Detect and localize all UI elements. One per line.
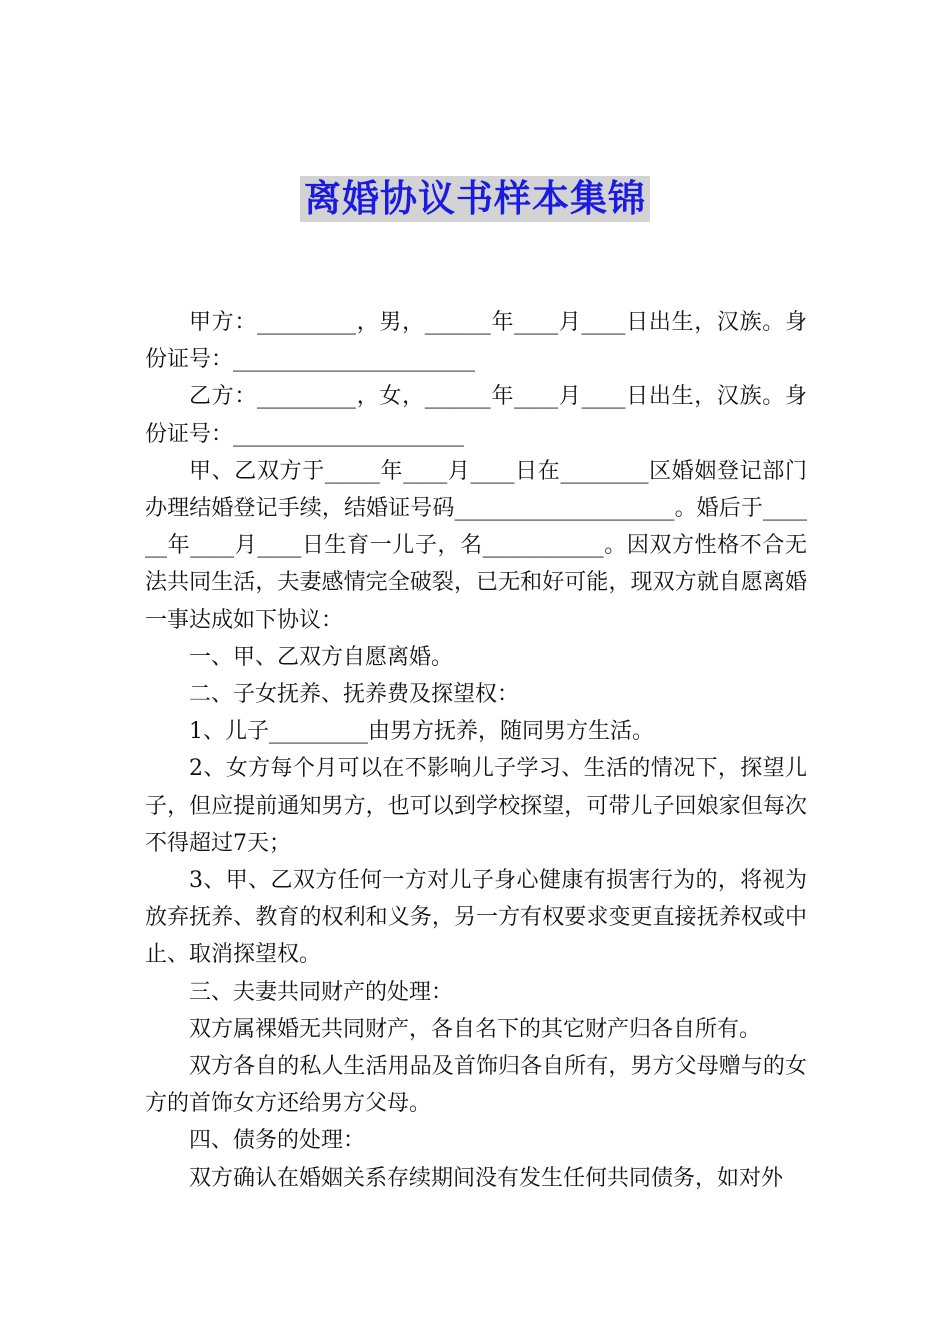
paragraph-party-b: 乙方：_________，女，______年____月____日出生，汉族。身份证号：_____________________ — [145, 384, 807, 447]
paragraph-clause-1: 一、甲、乙双方自愿离婚。 — [189, 644, 454, 670]
paragraph-clause-3-b: 双方各自的私人生活用品及首饰归各自所有，男方父母赠与的女方的首饰女方还给男方父母。 — [145, 1054, 807, 1117]
paragraph-marriage-info: 甲、乙双方于_____年____月____日在________区婚姻登记部门办理结婚登记手续，结婚证号码____________________。婚后于______年____月____日生育一儿子，名___________。因双方性格不合无法共同生活，夫妻感情完全破裂，已无和好可能，现双方就自愿离婚一事达成如下协议： — [145, 458, 807, 633]
paragraph-clause-4-a: 双方确认在婚姻关系存续期间没有发生任何共同债务，如对外 — [189, 1165, 784, 1191]
paragraph-clause-3-a: 双方属裸婚无共同财产，各自名下的其它财产归各自所有。 — [189, 1016, 762, 1042]
paragraph-clause-2: 二、子女抚养、抚养费及探望权： — [189, 682, 520, 708]
paragraph-clause-3: 三、夫妻共同财产的处理： — [189, 979, 454, 1005]
paragraph-party-a: 甲方：_________，男，______年____月____日出生，汉族。身份证号：______________________ — [145, 310, 807, 373]
paragraph-clause-2-3: 3、甲、乙双方任何一方对儿子身心健康有损害行为的，将视为放弃抚养、教育的权利和义务，另一方有权要求变更直接抚养权或中止、取消探望权。 — [145, 868, 807, 968]
title-container — [0, 176, 950, 222]
paragraph-clause-2-1: 1、儿子_________由男方抚养，随同男方生活。 — [189, 719, 654, 745]
document-title: 离婚协议书样本集锦 — [300, 176, 650, 222]
paragraph-clause-4: 四、债务的处理： — [189, 1128, 366, 1154]
document-body — [145, 304, 807, 1197]
paragraph-clause-2-2: 2、女方每个月可以在不影响儿子学习、生活的情况下，探望儿子，但应提前通知男方，也可以到学校探望，可带儿子回娘家但每次不得超过7天； — [145, 756, 807, 856]
